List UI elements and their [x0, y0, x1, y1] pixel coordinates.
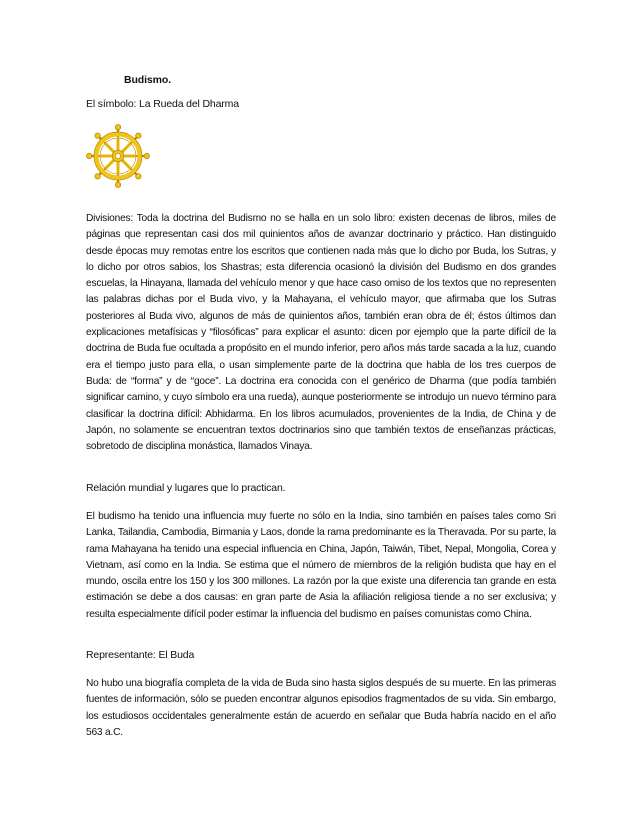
dharma-wheel-icon [86, 124, 150, 188]
paragraph-representante: No hubo una biografía completa de la vida de Buda sino hasta siglos después de su muerte. En las primeras fuentes de información, sólo se pueden encontrar algunos episodios fragmentados de su vida. Sin embargo, los estudiosos occidentales generalmente están de acuerdo en señalar que Buda habría nacido en el año 563 a.C. [86, 678, 556, 738]
document-title: Budismo. [124, 74, 172, 86]
heading-representante: Representante: El Buda [86, 649, 195, 661]
paragraph-relacion-mundial: El budismo ha tenido una influencia muy fuerte no sólo en la India, sino también en países tales como Sri Lanka, Tailandia, Cambodia, Birmania y Laos, donde la rama predominante es la Theravada. Por su parte, la rama Mahayana ha tenido una especial influencia en China, Japón, Taiwán, Tibet, Nepal, Mongolia, Corea y Vietnam, así como en la India. Se estima que el número de miembros de la religión budista que hay en el mundo, oscila entre los 150 y los 300 millones. La razón por la que existe una diferencia tan grande en esta estimación se debe a dos causas: en gran parte de Asia la afiliación religiosa tiende a no ser exclusiva; y resulta especialmente difícil poder estimar la influencia del budismo en países comunistas como China. [86, 511, 556, 620]
heading-relacion-mundial: Relación mundial y lugares que lo practican. [86, 482, 286, 494]
paragraph-divisiones: Divisiones: Toda la doctrina del Budismo no se halla en un solo libro: existen decenas de libros, miles de páginas que representan casi dos mil quinientos años de avanzar doctrinario y práctico. Han distinguido desde épocas muy remotas entre los escritos que contienen nada más que lo dicho por Buda, los Sutras, y lo dicho por otros sabios, los Shastras; esta diferencia ocasionó la división del Budismo en dos grandes escuelas, la Hinayana, llamada del vehículo menor y que hace caso omiso de los textos que no representen las palabras dichas por el Buda vivo, y la Mahayana, el vehículo mayor, que afirmaba que los Sutras posteriores al Buda vivo, algunos de más de quinientos años, también eran obra de él; éstos últimos dan explicaciones metafísicas y “filosóficas” para explicar el asunto: dicen por ejemplo que la parte difícil de la doctrina de Buda fue ocultada a propósito en el mundo inferior, pero años más tarde sacada a la luz, cuando era el tiempo justo para ella, o usan simplemente parte de la doctrina que habla de los tres cuerpos de Buda: de “forma” y de “goce”. La doctrina era conocida con el genérico de Dharma (que podía también significar camino, y cuyo símbolo era una rueda), aunque posteriormente se introdujo un nuevo término para clasificar la doctrina difícil: Abhidarma. En los libros acumulados, provenientes de la India, de China y de Japón, no solamente se encuentran textos doctrinarios sino que también textos de enseñanzas prácticas, sobretodo de disciplina monástica, llamados Vinaya. [86, 213, 556, 453]
symbol-caption: El símbolo: La Rueda del Dharma [86, 98, 239, 110]
